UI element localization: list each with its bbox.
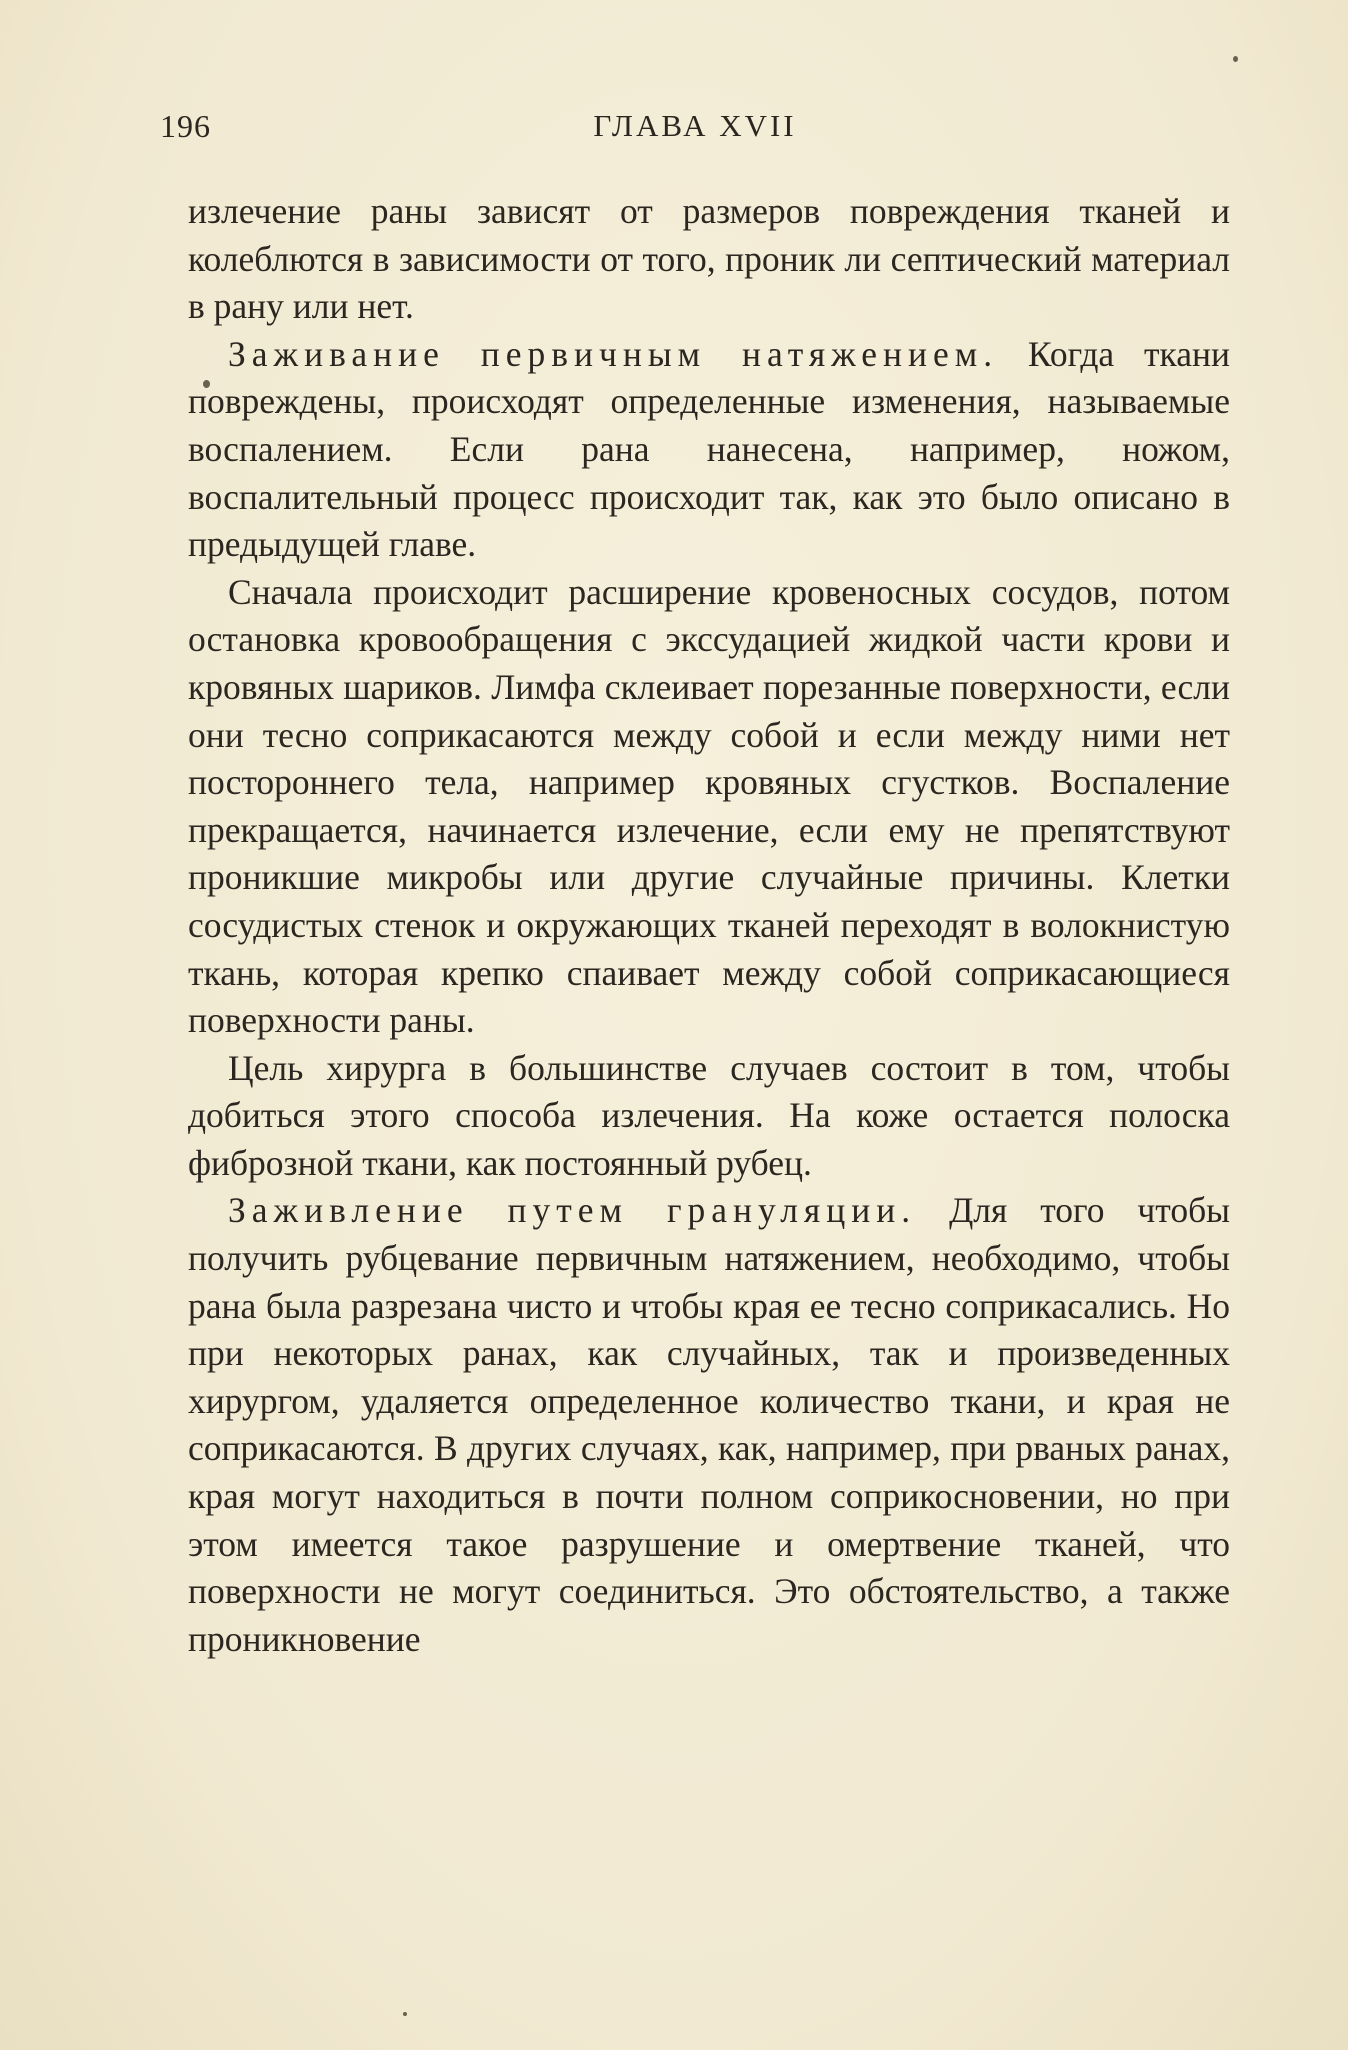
running-head: ГЛАВА XVII — [593, 108, 797, 143]
paragraph — [188, 569, 1230, 1045]
paragraph-lead: Заживание первичным натяжением. — [228, 333, 999, 374]
paragraph-text: Когда ткани повреждены, происходят определенные изменения, называемые воспалением. Если рана нанесена, например, ножом, воспалительный процесс происходит так, как это было описано в предыдущей главе. — [188, 333, 1230, 565]
paragraph-text: излечение раны зависят от размеров повреждения тканей и колеблются в зависимости от того, проник ли септический материал в рану или нет. — [188, 191, 1230, 327]
page-number: 196 — [160, 108, 211, 144]
paragraph — [188, 331, 1230, 569]
paragraph-lead: Заживление путем грануляции. — [228, 1190, 917, 1231]
ink-speck — [403, 2012, 407, 2016]
paragraph-text: Цель хирурга в большинстве случаев состоит в том, чтобы добиться этого способа излечения. На коже остается полоска фиброзной ткани, как постоянный рубец. — [188, 1047, 1230, 1183]
page-header — [160, 108, 1230, 152]
paragraph — [188, 188, 1230, 331]
ink-speck — [1233, 56, 1238, 62]
paragraph — [188, 1187, 1230, 1663]
paragraph-text: Сначала происходит расширение кровеносных сосудов, потом остановка кровообращения с экссудацией жидкой части крови и кровяных шариков. Лимфа склеивает порезанные поверхности, если они тесно соприкасаются между собой и если между ними нет постороннего тела, например кровяных сгустков. Воспаление прекращается, начинается излечение, если ему не препятствуют проникшие микробы или другие случайные причины. Клетки сосудистых стенок и окружающих тканей переходят в волокнистую ткань, которая крепко спаивает между собой соприкасающиеся поверхности раны. — [188, 571, 1230, 1041]
paragraph — [188, 1045, 1230, 1188]
body-text — [188, 188, 1230, 1663]
paragraph-text: Для того чтобы получить рубцевание первичным натяжением, необходимо, чтобы рана была разрезана чисто и чтобы края ее тесно соприкасались. Но при некоторых ранах, как случайных, так и произведенных хирургом, удаляется определенное количество ткани, и края не соприкасаются. В других случаях, как, например, при рваных ранах, края могут находиться в почти полном соприкосновении, но при этом имеется такое разрушение и омертвение тканей, что поверхности не могут соединиться. Это обстоятельство, а также проникновение — [188, 1190, 1230, 1659]
